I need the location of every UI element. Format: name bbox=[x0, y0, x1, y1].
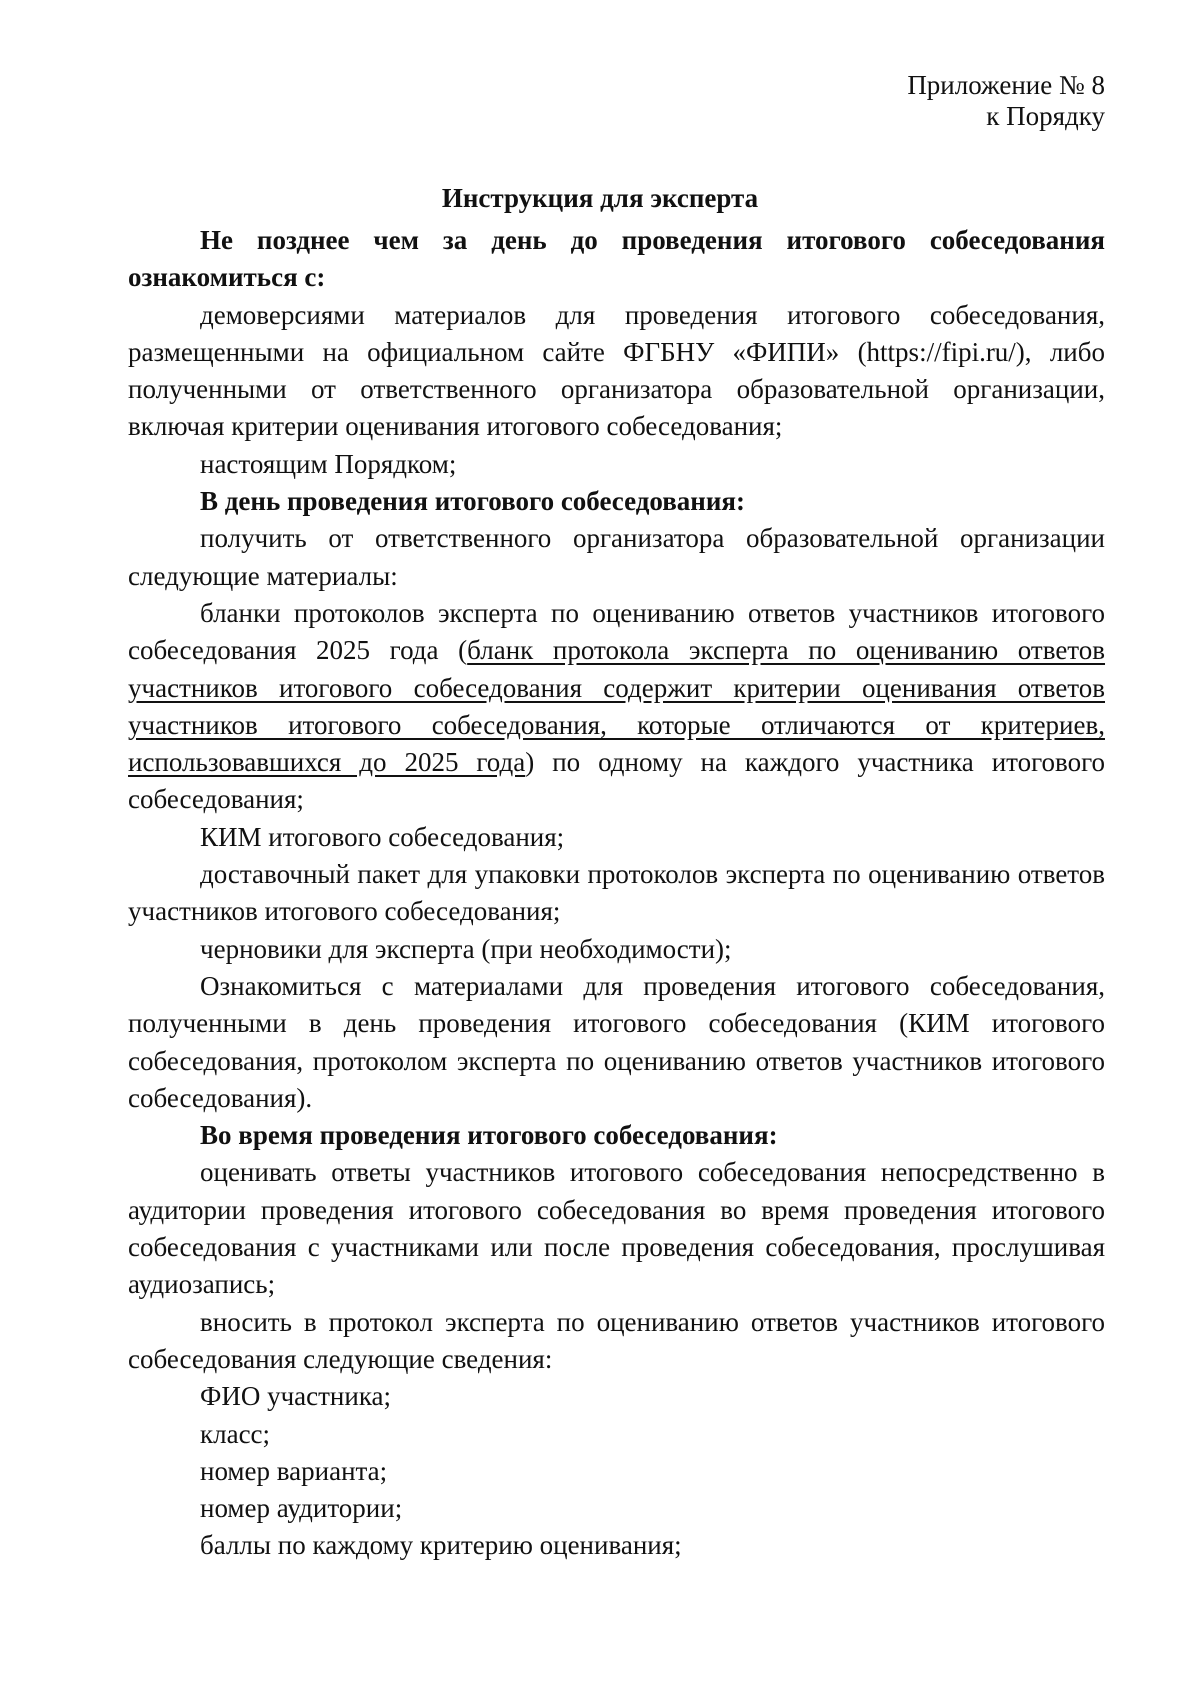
section-heading-before-day: Не позднее чем за день до проведения итогового собеседования ознакомиться с: bbox=[128, 225, 1105, 293]
annex-to-order: к Порядку bbox=[986, 101, 1105, 131]
paragraph-enter-protocol: вносить в протокол эксперта по оцениванию ответов участников итогового собеседования следующие сведения: bbox=[128, 1306, 1105, 1374]
list-item-room-number: номер аудитории; bbox=[200, 1493, 403, 1524]
paragraph-demo-materials: демоверсиями материалов для проведения итогового собеседования, размещенными на официальном сайте ФГБНУ «ФИПИ» (https://fipi.ru/), либо полученными от ответственного организатора образовательной организации, включая критерии оценивания итогового собеседования; bbox=[128, 299, 1105, 442]
paragraph-familiarize: Ознакомиться с материалами для проведения итогового собеседования, полученными в день проведения итогового собеседования (КИМ итогового собеседования, протоколом эксперта по оцениванию ответов участников итогового собеседования). bbox=[128, 970, 1105, 1113]
annex-number: Приложение № 8 bbox=[907, 70, 1105, 100]
annex-reference bbox=[907, 70, 1105, 132]
paragraph-kim: КИМ итогового собеседования; bbox=[200, 821, 565, 852]
list-item-participant-name: ФИО участника; bbox=[200, 1381, 392, 1412]
protocol-forms-text-start: бланки протоколов эксперта по оцениванию ответов участников итогового собеседования 2025 года ( bbox=[128, 597, 1105, 666]
section-heading-during: Во время проведения итогового собеседования: bbox=[200, 1120, 778, 1151]
list-item-variant-number: номер варианта; bbox=[200, 1455, 388, 1486]
protocol-forms-underlined-note: бланк протокола эксперта по оцениванию ответов участников итогового собеседования содержит критерии оценивания ответов участников итогового собеседования, которые отличаются от критериев, использовавшихся до 2025 года bbox=[128, 635, 1106, 778]
document-title: Инструкция для эксперта bbox=[441, 183, 759, 213]
protocol-forms-text-end: ) по одному на каждого участника итогового собеседования; bbox=[128, 747, 1105, 815]
list-item-class: класс; bbox=[200, 1418, 271, 1449]
paragraph-protocol-forms bbox=[128, 595, 1105, 819]
section-heading-on-day: В день проведения итогового собеседования: bbox=[200, 486, 745, 517]
paragraph-drafts: черновики для эксперта (при необходимости); bbox=[200, 933, 732, 964]
document-body bbox=[128, 222, 1105, 1565]
paragraph-evaluate-answers: оценивать ответы участников итогового собеседования непосредственно в аудитории проведения итогового собеседования во время проведения итогового собеседования с участниками или после проведения собеседования, прослушивая аудиозапись; bbox=[128, 1157, 1105, 1300]
paragraph-delivery-package: доставочный пакет для упаковки протоколов эксперта по оцениванию ответов участников итогового собеседования; bbox=[128, 859, 1105, 927]
list-item-criteria-scores: баллы по каждому критерию оценивания; bbox=[200, 1530, 682, 1561]
paragraph-this-order: настоящим Порядком; bbox=[200, 448, 457, 479]
paragraph-receive-materials: получить от ответственного организатора образовательной организации следующие материалы: bbox=[128, 523, 1105, 591]
